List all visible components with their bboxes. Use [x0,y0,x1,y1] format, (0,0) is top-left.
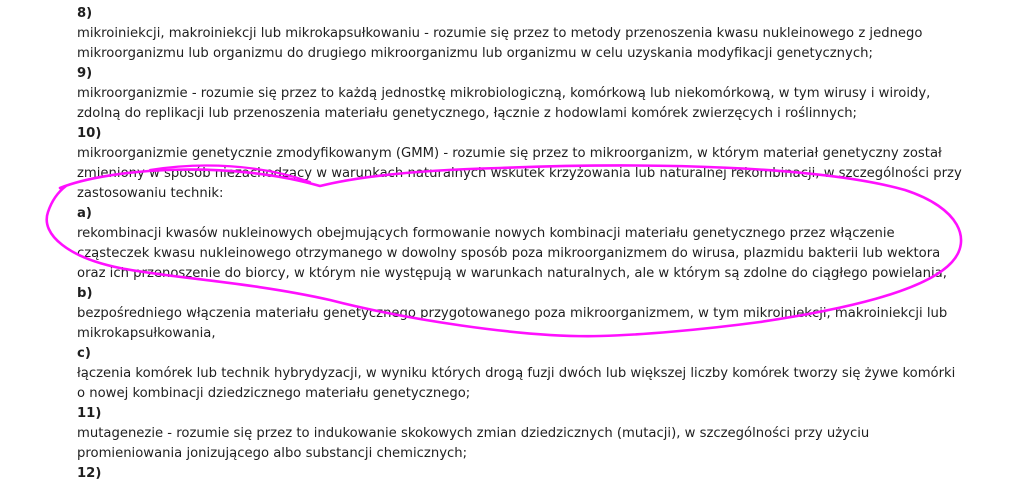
item-text: mikroorganizmie - rozumie się przez to każdą jednostkę mikrobiologiczną, komórkową lub niekomórkową, w tym wirusy i wiroidy, zdolną do replikacji lub przenoszenia materiału genetycznego, łącznie z hodowlami komórek zwierzęcych i roślinnych; [77,86,931,121]
item-text: łączenia komórek lub technik hybrydyzacji, w wyniku których drogą fuzji dwóch lub większej liczby komórek tworzy się żywe komórki o nowej kombinacji dziedzicznego materiału genetycznego; [77,366,956,401]
item-text: bezpośredniego włączenia materiału genetycznego przygotowanego poza mikroorganizmem, w tym mikroiniekcji, makroiniekcji lub mikrokapsułkowania, [77,306,948,341]
document-body [77,4,967,484]
item-text: mikroorganizmie genetycznie zmodyfikowanym (GMM) - rozumie się przez to mikroorganizm, w którym materiał genetyczny został zmieniony w sposób niezachodzący w warunkach naturalnych wskutek krzyżowania lub naturalnej rekombinacji, w szczególności przy zastosowaniu technik: [77,146,962,201]
item-letter: c) [77,346,91,361]
item-letter: b) [77,286,93,301]
item-number: 11) [77,406,102,421]
item-text: mikroiniekcji, makroiniekcji lub mikrokapsułkowaniu - rozumie się przez to metody przenoszenia kwasu nukleinowego z jednego mikroorganizmu lub organizmu do drugiego mikroorganizmu lub organizmu w celu uzyskania modyfikacji genetycznych; [77,26,923,61]
item-number: 10) [77,126,102,141]
item-number: 9) [77,66,93,81]
item-number: 8) [77,6,93,21]
item-letter: a) [77,206,92,221]
item-text: mutagenezie - rozumie się przez to indukowanie skokowych zmian dziedzicznych (mutacji), w szczególności przy użyciu promieniowania jonizującego albo substancji chemicznych; [77,426,870,461]
item-text: rekombinacji kwasów nukleinowych obejmujących formowanie nowych kombinacji materiału genetycznego przez włączenie cząsteczek kwasu nukleinowego otrzymanego w dowolny sposób poza mikroorganizmem do wirusa, plazmidu bakterii lub wektora oraz ich przenoszenie do biorcy, w którym nie występują w warunkach naturalnych, ale w którym są zdolne do ciągłego powielania, [77,226,947,281]
item-number: 12) [77,466,102,481]
